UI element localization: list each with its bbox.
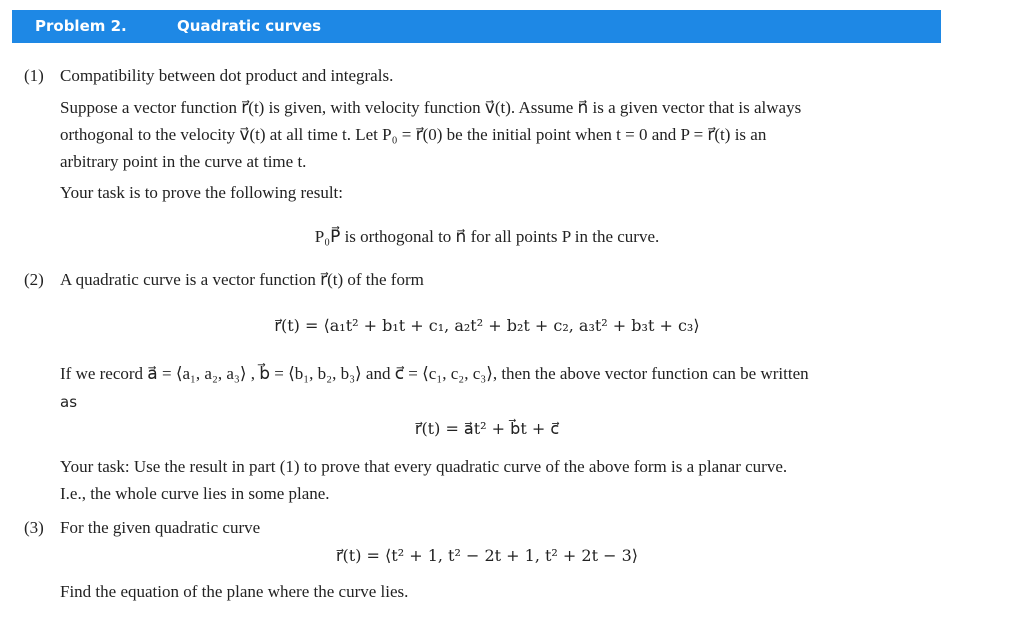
problem-header-banner — [12, 10, 941, 43]
part2-record-line2: as — [60, 393, 78, 411]
part3-intro: For the given quadratic curve — [60, 518, 261, 537]
part3-number: (3) — [24, 518, 44, 537]
part1-line2: orthogonal to the velocity v⃗(t) at all time t. Let P₀ = r⃗(0) be the initial point when t = 0 and P = r⃗(t) is an — [60, 125, 767, 144]
part1-heading: Compatibility between dot product and integrals. — [60, 66, 394, 85]
part2-task-line1: Your task: Use the result in part (1) to prove that every quadratic curve of the above form is a planar curve. — [60, 457, 788, 476]
part1-task: Your task is to prove the following result: — [60, 183, 344, 202]
part1-result: P₀P⃗ is orthogonal to n⃗ for all points P in the curve. — [314, 227, 660, 246]
part2-record-line1: If we record a⃗ = ⟨a₁, a₂, a₃⟩ , b⃗ = ⟨b₁, b₂, b₃⟩ and c⃗ = ⟨c₁, c₂, c₃⟩, then the above vector function can be written — [60, 364, 809, 383]
part1-number: (1) — [24, 66, 44, 85]
part3-formula: r⃗(t) = ⟨t² + 1, t² − 2t + 1, t² + 2t − 3⟩ — [335, 546, 639, 565]
problem-title: Quadratic curves — [177, 17, 322, 35]
part2-number: (2) — [24, 270, 44, 289]
part2-formula-vector: r⃗(t) = a⃗t² + b⃗t + c⃗ — [414, 419, 560, 438]
part2-task-line2: I.e., the whole curve lies in some plane. — [60, 484, 330, 503]
problem-number: Problem 2. — [35, 17, 127, 35]
part1-line3: arbitrary point in the curve at time t. — [60, 152, 307, 171]
part2-formula-components: r⃗(t) = ⟨a₁t² + b₁t + c₁, a₂t² + b₂t + c₂, a₃t² + b₃t + c₃⟩ — [274, 316, 700, 335]
part3-task: Find the equation of the plane where the curve lies. — [60, 582, 409, 601]
part1-line1: Suppose a vector function r⃗(t) is given, with velocity function v⃗(t). Assume n⃗ is a given vector that is always — [60, 98, 802, 117]
part2-intro: A quadratic curve is a vector function r⃗(t) of the form — [60, 270, 424, 289]
